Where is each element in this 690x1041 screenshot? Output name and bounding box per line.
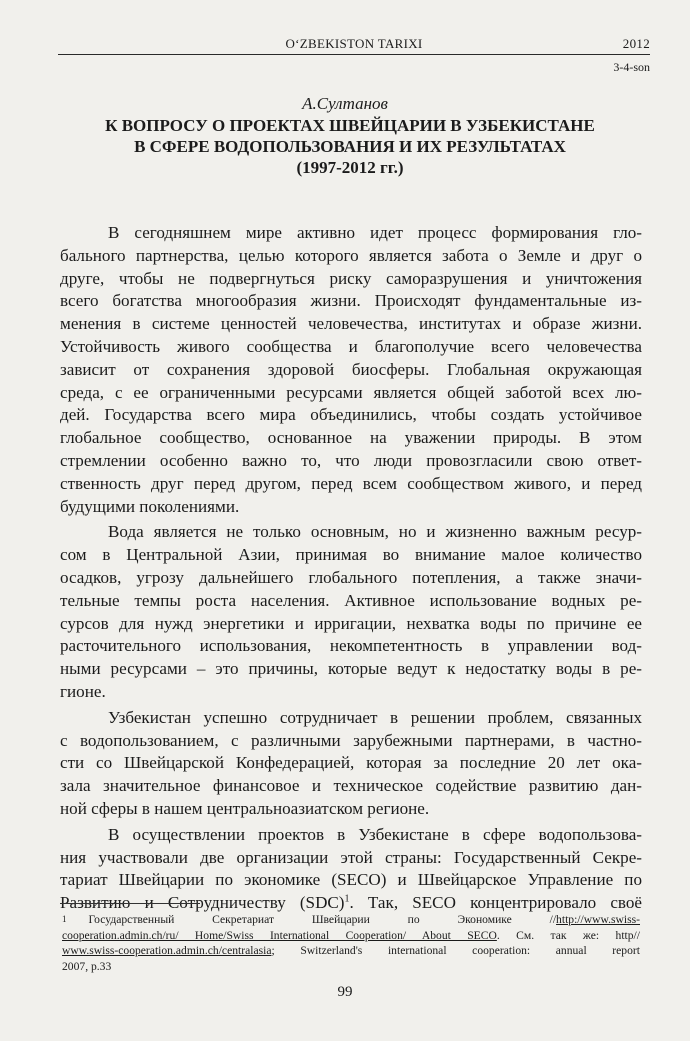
text-line: Устойчивость живого сообщества и благополучие всего человечества [60,336,642,356]
article-author: А.Султанов [302,94,388,113]
text-segment: Развитию и Сотрудничеству (SDC) [60,893,345,913]
text-line: расточительного использования, некомпетентность в управлении вод- [60,636,642,656]
text-line: тариат Швейцарии по экономике (SECO) и Швейцарское Управление по [60,870,642,890]
footnote-link[interactable]: http://www.swiss- [556,913,640,926]
footnote-text: ; Switzerland's international cooperation: annual report [271,944,640,957]
footnote-line [62,928,640,944]
text-line: зависит от сохранения здоровой биосферы. Глобальная окружающая [60,359,642,379]
text-line: среда, с ее ограниченными ресурсами является общей заботой всех лю- [60,382,642,402]
footnote-marker: 1 [62,914,67,924]
footnote-reference[interactable]: 1 [344,893,350,905]
footnote-link[interactable]: cooperation.admin.ch/ru/ Home/Swiss International Cooperation/ About SECO [62,928,497,942]
title-line: К ВОПРОСУ О ПРОЕКТАХ ШВЕЙЦАРИИ В УЗБЕКИСТАНЕ [105,116,595,135]
text-line: зала значительное финансовое и техническое содействие развитию дан- [60,776,642,796]
paragraph-3 [60,707,642,821]
text-line: дей. Государства всего мира объединились, чтобы создать устойчивое [60,405,642,425]
title-line: (1997-2012 гг.) [296,158,404,177]
text-line: ной сферы в нашем центральноазиатском регионе. [60,798,430,818]
footnote [62,912,640,974]
text-line: осадков, угрозу дальнейшего глобального потепления, а также значи- [60,567,642,587]
text-line: будущими поколениями. [60,496,240,516]
text-line: ния участвовали две организации этой страны: Государственный Секре- [60,847,642,867]
footnote-line: 2007, p.33 [62,959,112,973]
paragraph-4 [60,824,642,915]
footnote-divider [60,903,200,904]
text-line: всего богатства многообразия жизни. Происходят фундаментальные из- [60,291,642,311]
footnote-line [62,912,640,928]
footnote-text: . См. так же: http// [496,928,640,942]
text-line: сом в Центральной Азии, принимая во внимание малое количество [60,545,642,565]
text-line: друге, чтобы не подвергнуться риску саморазрушения и уничтожения [60,268,642,288]
footnote-link[interactable]: www.swiss-cooperation.admin.ch/centralasia [62,944,272,957]
journal-title: O‘ZBEKISTON TARIXI [285,36,423,51]
text-line: ными ресурсами – это причины, которые ведут к недостатку воды в ре- [60,659,642,679]
running-head [58,36,650,55]
article-title [60,115,640,178]
text-line: сти со Швейцарской Конфедерацией, которая за последние 20 лет ока- [60,753,642,773]
issue-number: 3-4-son [613,60,650,74]
text-line: бального партнерства, целью которого является забота о Земле и друг о [60,245,642,265]
text-line: тельные темпы роста населения. Активное использование водных ре- [60,590,642,610]
text-line: с водопользованием, с различными зарубежными партнерами, в частно- [60,730,642,750]
paragraph-2 [60,521,642,703]
text-line: менения в системе ценностей человечества, институтах и образе жизни. [60,314,642,334]
page-number: 99 [337,984,353,1000]
text-line: ственность друг перед другом, перед всем сообществом живого, и перед [60,473,642,493]
text-line: гионе. [60,681,106,701]
text-segment: концентрировало своё [470,893,643,913]
text-line: Узбекистан успешно сотрудничает в решении проблем, связанных [108,707,642,727]
text-segment: . Так, SECO [349,893,456,913]
footnote-line [62,943,640,959]
footnote-text: Государственный Секретариат Швейцарии по Экономике // [88,913,557,926]
text-line: сурсов для нужд энергетики и ирригации, нехватка воды по причине ее [60,613,642,633]
journal-year: 2012 [622,36,650,51]
text-line: Вода является не только основным, но и жизненно важным ресур- [108,522,642,542]
text-line: В осуществлении проектов в Узбекистане в сфере водопользова- [108,824,642,844]
text-line: стремлении особенно важно то, что люди провозгласили свою ответ- [60,450,642,470]
text-line: В сегодняшнем мире активно идет процесс формирования гло- [108,223,642,242]
text-line: глобальное сообщество, основанное на уважении природы. В этом [60,428,642,448]
paragraph-1 [60,222,642,518]
article-body [60,222,642,918]
title-line: В СФЕРЕ ВОДОПОЛЬЗОВАНИЯ И ИХ РЕЗУЛЬТАТАХ [134,137,566,156]
